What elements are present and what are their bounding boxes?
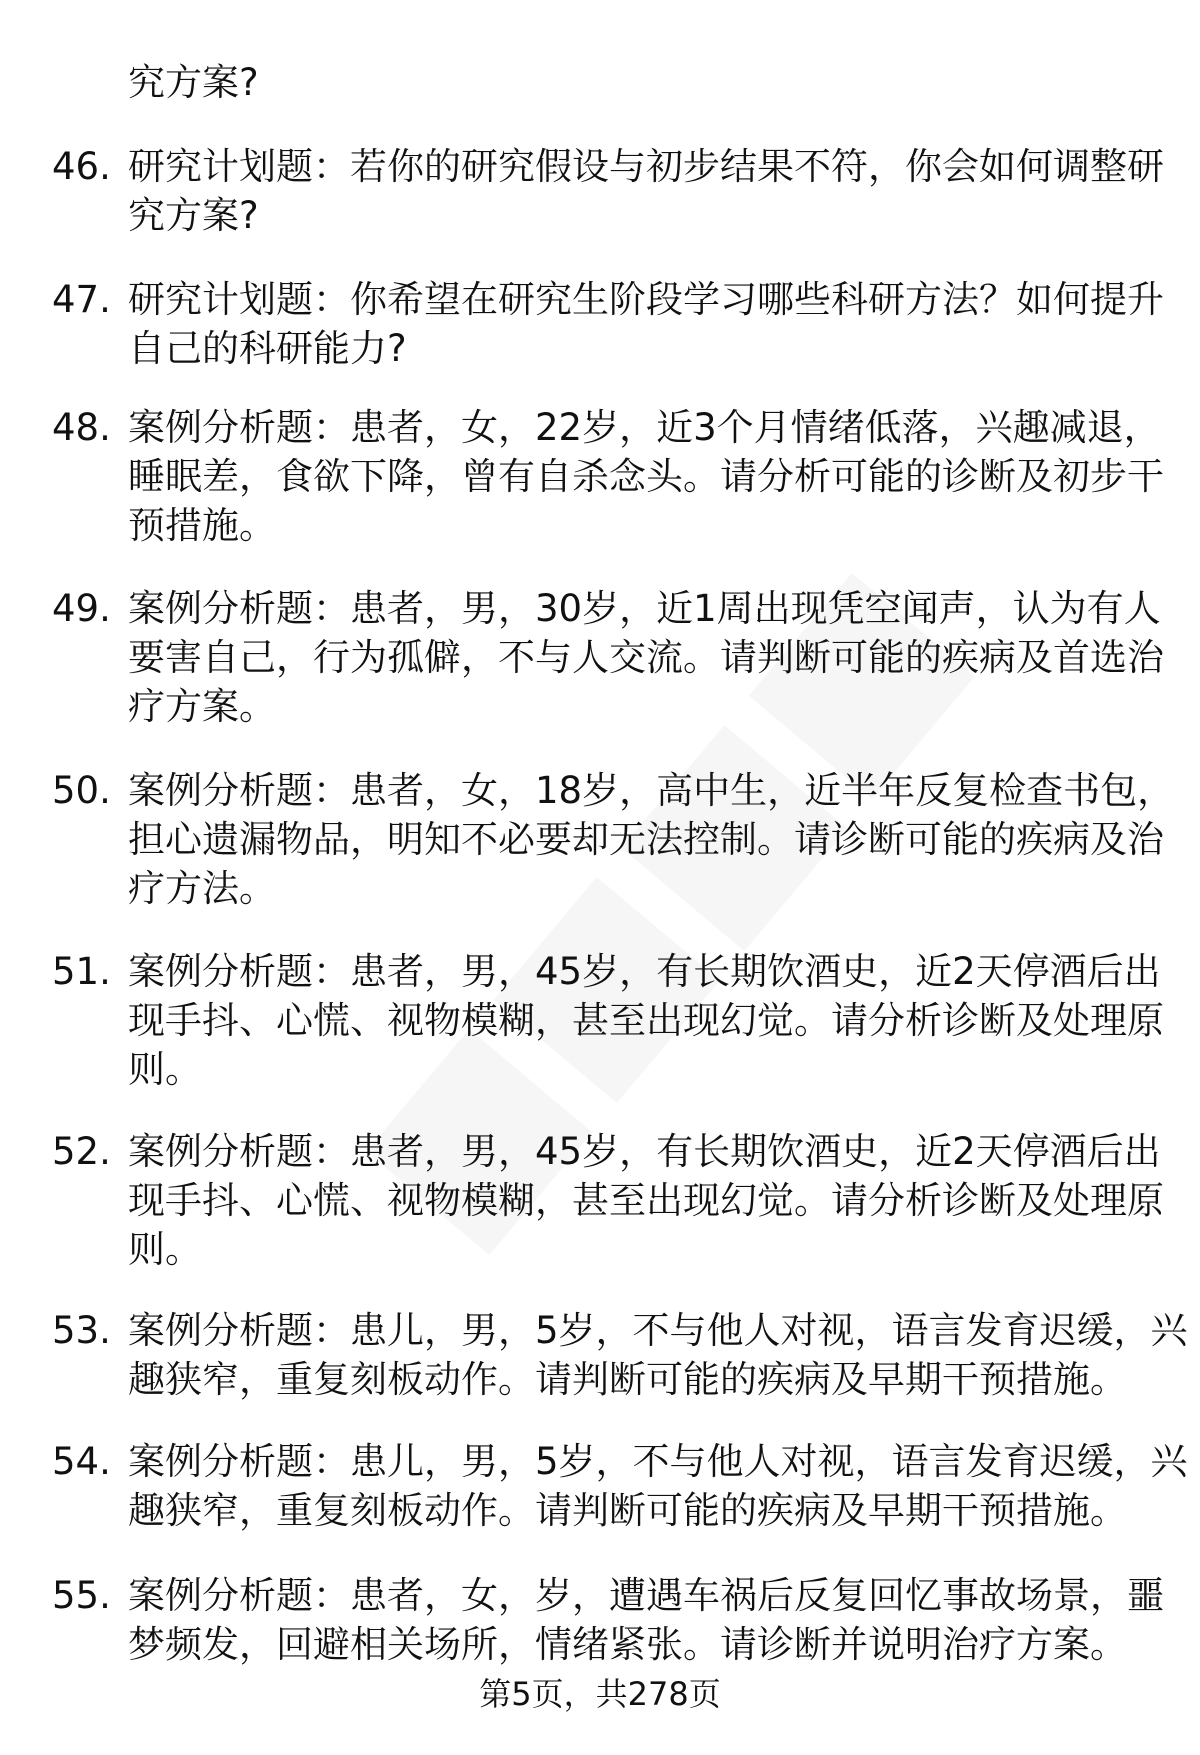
question-text-line: 研究计划题：你希望在研究生阶段学习哪些科研方法？如何提升 bbox=[128, 278, 1164, 321]
question-text bbox=[128, 766, 1178, 913]
question-text-line: 案例分析题：患者，男，45岁，有长期饮酒史，近2天停酒后出 bbox=[128, 1130, 1161, 1173]
question-number: 52. bbox=[52, 1130, 111, 1173]
question-text-line: 案例分析题：患者，女，岁，遭遇车祸后反复回忆事故场景，噩 bbox=[128, 1574, 1164, 1617]
question-text-line: 案例分析题：患儿，男，5岁，不与他人对视，语言发育迟缓，兴 bbox=[128, 1309, 1188, 1352]
question-text-line: 疗方案。 bbox=[128, 685, 276, 728]
question-number: 54. bbox=[52, 1440, 111, 1483]
page-number: 第5页，共278页 bbox=[479, 1675, 721, 1713]
question-text-line: 案例分析题：患者，女，22岁，近3个月情绪低落，兴趣减退， bbox=[128, 406, 1161, 449]
question-text-line: 趣狭窄，重复刻板动作。请判断可能的疾病及早期干预措施。 bbox=[128, 1489, 1127, 1532]
question-text-line: 究方案? bbox=[128, 194, 259, 237]
question-number: 50. bbox=[52, 769, 111, 812]
question-text bbox=[128, 584, 1178, 731]
question-text-line: 案例分析题：患者，女，18岁，高中生，近半年反复检查书包， bbox=[128, 769, 1175, 812]
question-text-line: 担心遗漏物品，明知不必要却无法控制。请诊断可能的疾病及治 bbox=[128, 818, 1164, 861]
question-text bbox=[128, 1127, 1178, 1274]
question-text-line: 现手抖、心慌、视物模糊，甚至出现幻觉。请分析诊断及处理原 bbox=[128, 999, 1164, 1042]
question-text-line: 要害自己，行为孤僻，不与人交流。请判断可能的疾病及首选治 bbox=[128, 636, 1164, 679]
question-number: 55. bbox=[52, 1574, 111, 1617]
question-text bbox=[128, 1437, 1188, 1535]
question-text-line: 现手抖、心慌、视物模糊，甚至出现幻觉。请分析诊断及处理原 bbox=[128, 1179, 1164, 1222]
question-number: 48. bbox=[52, 406, 111, 449]
question-number: 51. bbox=[52, 950, 111, 993]
question-text bbox=[128, 403, 1178, 550]
question-text-line: 睡眠差，食欲下降，曾有自杀念头。请分析可能的诊断及初步干 bbox=[128, 455, 1164, 498]
question-text bbox=[128, 275, 1178, 373]
question-text-line: 则。 bbox=[128, 1228, 202, 1271]
question-number: 47. bbox=[52, 278, 111, 321]
question-text-line: 自己的科研能力? bbox=[128, 327, 407, 370]
question-text bbox=[128, 1571, 1178, 1669]
question-number: 49. bbox=[52, 587, 111, 630]
question-text-line: 趣狭窄，重复刻板动作。请判断可能的疾病及早期干预措施。 bbox=[128, 1358, 1127, 1401]
question-text bbox=[128, 142, 1178, 240]
question-text-line: 梦频发，回避相关场所，情绪紧张。请诊断并说明治疗方案。 bbox=[128, 1623, 1127, 1666]
question-text bbox=[128, 947, 1178, 1094]
question-text-line: 案例分析题：患者，男，30岁，近1周出现凭空闻声，认为有人 bbox=[128, 587, 1161, 630]
question-text-line: 案例分析题：患儿，男，5岁，不与他人对视，语言发育迟缓，兴 bbox=[128, 1440, 1188, 1483]
question-text-line: 预措施。 bbox=[128, 504, 276, 547]
question-text-line: 究方案? bbox=[128, 61, 259, 104]
question-number: 53. bbox=[52, 1309, 111, 1352]
question-text bbox=[128, 1306, 1188, 1404]
question-text bbox=[128, 58, 1178, 107]
question-text-line: 案例分析题：患者，男，45岁，有长期饮酒史，近2天停酒后出 bbox=[128, 950, 1161, 993]
question-text-line: 研究计划题：若你的研究假设与初步结果不符，你会如何调整研 bbox=[128, 145, 1164, 188]
question-number: 46. bbox=[52, 145, 111, 188]
question-text-line: 则。 bbox=[128, 1048, 202, 1091]
question-text-line: 疗方法。 bbox=[128, 867, 276, 910]
